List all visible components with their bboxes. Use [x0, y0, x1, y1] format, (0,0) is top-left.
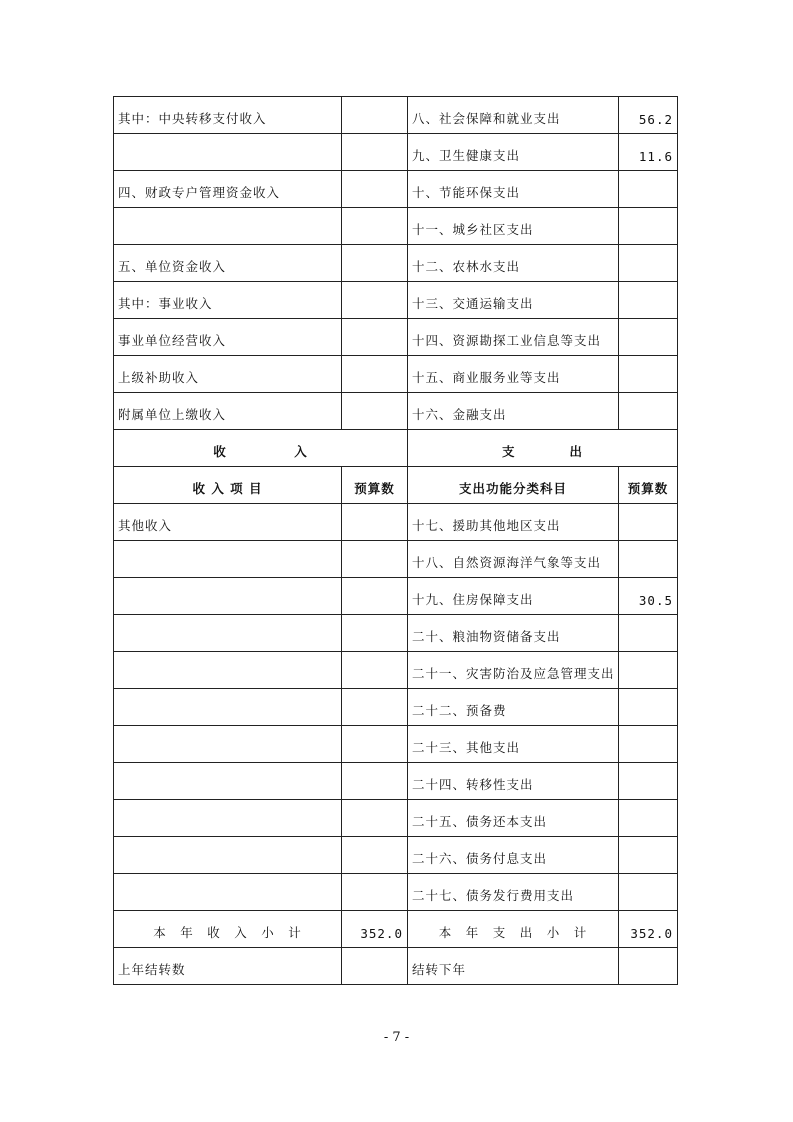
expense-carryover-amount [619, 948, 678, 985]
carryover-row [114, 948, 678, 985]
column-header-expense-item: 支出功能分类科目 [408, 467, 619, 504]
income-item-cell [114, 837, 342, 874]
income-amount-cell [342, 578, 408, 615]
expense-amount-cell [619, 837, 678, 874]
income-amount-cell [342, 97, 408, 134]
expense-amount-cell [619, 504, 678, 541]
expense-amount-cell [619, 356, 678, 393]
income-amount-cell [342, 134, 408, 171]
table-row [114, 134, 678, 171]
expense-amount-cell: 11.6 [619, 134, 678, 171]
income-item-cell [114, 652, 342, 689]
column-header-expense-amount: 预算数 [619, 467, 678, 504]
income-item-cell: 四、财政专户管理资金收入 [114, 171, 342, 208]
income-carryover-amount [342, 948, 408, 985]
income-amount-cell [342, 245, 408, 282]
section-header-row [114, 430, 678, 467]
expense-amount-cell: 30.5 [619, 578, 678, 615]
budget-table [113, 96, 678, 985]
expense-subtotal-label: 本 年 支 出 小 计 [408, 911, 619, 948]
income-amount-cell [342, 874, 408, 911]
income-amount-cell [342, 504, 408, 541]
section-income-heading: 收 入 [114, 430, 408, 467]
expense-amount-cell [619, 652, 678, 689]
expense-amount-cell [619, 319, 678, 356]
expense-item-cell: 十二、农林水支出 [408, 245, 619, 282]
expense-item-cell: 十六、金融支出 [408, 393, 619, 430]
table-row [114, 615, 678, 652]
expense-item-cell: 十一、城乡社区支出 [408, 208, 619, 245]
expense-amount-cell [619, 393, 678, 430]
table-row [114, 171, 678, 208]
income-amount-cell [342, 171, 408, 208]
income-subtotal-amount: 352.0 [342, 911, 408, 948]
expense-item-cell: 十、节能环保支出 [408, 171, 619, 208]
expense-item-cell: 二十、粮油物资储备支出 [408, 615, 619, 652]
table-section-headers [114, 430, 678, 504]
expense-amount-cell [619, 541, 678, 578]
table-row [114, 97, 678, 134]
income-item-cell [114, 800, 342, 837]
income-item-cell [114, 541, 342, 578]
expense-item-cell: 二十六、债务付息支出 [408, 837, 619, 874]
expense-item-cell: 十九、住房保障支出 [408, 578, 619, 615]
table-body-bottom [114, 504, 678, 911]
income-item-cell: 其中：中央转移支付收入 [114, 97, 342, 134]
column-header-income-item: 收 入 项 目 [114, 467, 342, 504]
income-item-cell: 事业单位经营收入 [114, 319, 342, 356]
income-item-cell: 上级补助收入 [114, 356, 342, 393]
expense-item-cell: 二十三、其他支出 [408, 726, 619, 763]
income-amount-cell [342, 393, 408, 430]
expense-amount-cell [619, 689, 678, 726]
table-body-top [114, 97, 678, 430]
expense-item-cell: 十八、自然资源海洋气象等支出 [408, 541, 619, 578]
income-item-cell: 其中：事业收入 [114, 282, 342, 319]
income-amount-cell [342, 800, 408, 837]
expense-item-cell: 十七、援助其他地区支出 [408, 504, 619, 541]
expense-item-cell: 二十五、债务还本支出 [408, 800, 619, 837]
expense-amount-cell [619, 245, 678, 282]
income-subtotal-label: 本 年 收 入 小 计 [114, 911, 342, 948]
table-row [114, 356, 678, 393]
income-carryover-label: 上年结转数 [114, 948, 342, 985]
income-item-cell [114, 134, 342, 171]
expense-item-cell: 二十一、灾害防治及应急管理支出 [408, 652, 619, 689]
table-row [114, 282, 678, 319]
expense-item-cell: 二十二、预备费 [408, 689, 619, 726]
table-row [114, 208, 678, 245]
expense-item-cell: 十四、资源勘探工业信息等支出 [408, 319, 619, 356]
income-amount-cell [342, 319, 408, 356]
table-row [114, 837, 678, 874]
income-amount-cell [342, 837, 408, 874]
income-item-cell [114, 578, 342, 615]
income-item-cell: 其他收入 [114, 504, 342, 541]
income-item-cell [114, 615, 342, 652]
income-item-cell: 附属单位上缴收入 [114, 393, 342, 430]
expense-carryover-label: 结转下年 [408, 948, 619, 985]
income-amount-cell [342, 689, 408, 726]
table-row [114, 689, 678, 726]
table-row [114, 800, 678, 837]
table-row [114, 393, 678, 430]
income-item-cell [114, 208, 342, 245]
income-amount-cell [342, 208, 408, 245]
expense-item-cell: 二十四、转移性支出 [408, 763, 619, 800]
table-row [114, 541, 678, 578]
income-item-cell [114, 726, 342, 763]
income-item-cell [114, 874, 342, 911]
expense-amount-cell [619, 208, 678, 245]
income-item-cell [114, 763, 342, 800]
subtotal-row [114, 911, 678, 948]
page-number: - 7 - [383, 1030, 410, 1045]
column-header-income-amount: 预算数 [342, 467, 408, 504]
table-row [114, 319, 678, 356]
table-row [114, 652, 678, 689]
table-row [114, 726, 678, 763]
table-row [114, 578, 678, 615]
section-expense-heading: 支 出 [408, 430, 678, 467]
expense-item-cell: 二十七、债务发行费用支出 [408, 874, 619, 911]
expense-amount-cell [619, 726, 678, 763]
expense-amount-cell [619, 171, 678, 208]
income-amount-cell [342, 282, 408, 319]
income-amount-cell [342, 726, 408, 763]
expense-subtotal-amount: 352.0 [619, 911, 678, 948]
income-item-cell [114, 689, 342, 726]
expense-item-cell: 九、卫生健康支出 [408, 134, 619, 171]
expense-amount-cell [619, 615, 678, 652]
expense-amount-cell: 56.2 [619, 97, 678, 134]
expense-amount-cell [619, 282, 678, 319]
expense-amount-cell [619, 763, 678, 800]
expense-item-cell: 十五、商业服务业等支出 [408, 356, 619, 393]
income-amount-cell [342, 615, 408, 652]
table-totals [114, 911, 678, 985]
table-row [114, 504, 678, 541]
expense-item-cell: 十三、交通运输支出 [408, 282, 619, 319]
expense-amount-cell [619, 800, 678, 837]
income-amount-cell [342, 356, 408, 393]
expense-item-cell: 八、社会保障和就业支出 [408, 97, 619, 134]
income-amount-cell [342, 652, 408, 689]
table-row [114, 245, 678, 282]
table-row [114, 763, 678, 800]
column-header-row [114, 467, 678, 504]
income-amount-cell [342, 541, 408, 578]
income-item-cell: 五、单位资金收入 [114, 245, 342, 282]
income-amount-cell [342, 763, 408, 800]
expense-amount-cell [619, 874, 678, 911]
table-row [114, 874, 678, 911]
